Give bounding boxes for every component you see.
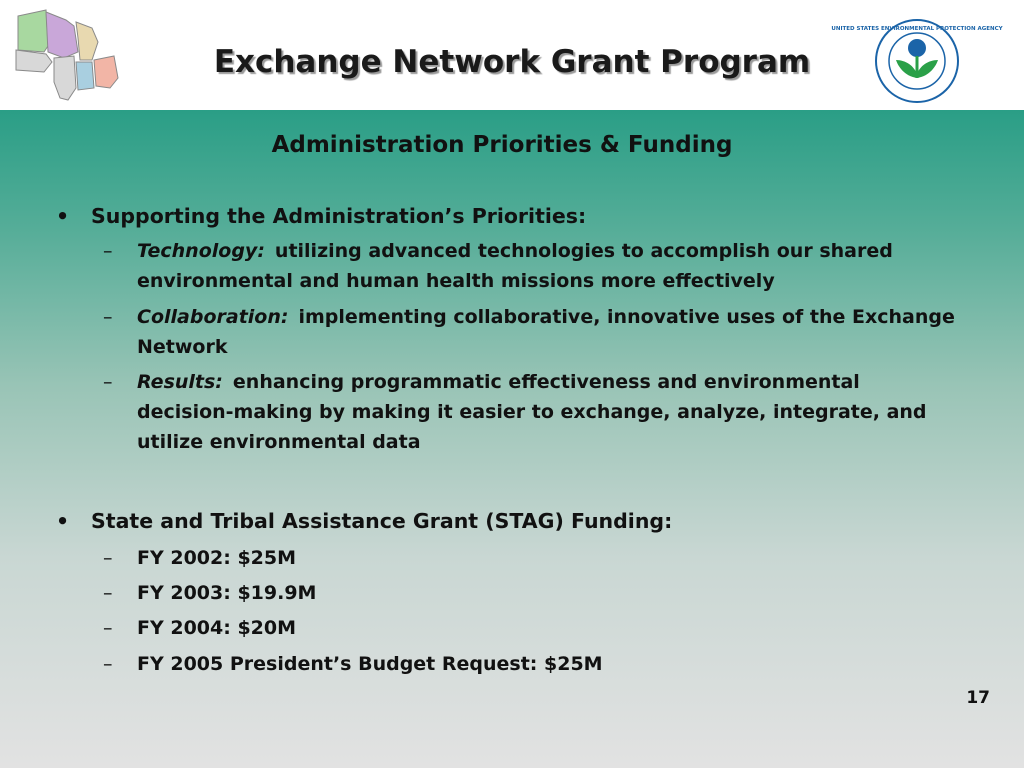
section-heading: State and Tribal Assistance Grant (STAG) Funding: [91,509,673,533]
section-heading: Supporting the Administration’s Priorities: [91,204,587,228]
item-term: Technology: [137,240,265,262]
item-text: FY 2002: $25M [137,547,297,569]
item-text: FY 2005 President’s Budget Request: $25M [137,653,603,675]
dash-marker: – [103,371,113,393]
item-text: implementing collaborative, innovative uses of the Exchange Network [137,306,955,358]
slide-subtitle: Administration Priorities & Funding [271,132,733,158]
dash-marker: – [103,582,113,604]
item-text: enhancing programmatic effectiveness and environmental decision-making by making it easier to exchange, analyze, integrate, and utilize environmental data [137,371,927,453]
epa-seal-icon [831,18,1003,104]
item-text: FY 2004: $20M [137,617,297,639]
bullet-marker: • [56,204,70,228]
item-term: Collaboration: [137,306,289,328]
dash-marker: – [103,547,113,569]
item-text: utilizing advanced technologies to accomplish our shared environmental and human health missions more effectively [137,240,893,292]
item-text: FY 2003: $19.9M [137,582,317,604]
slide-title: Exchange Network Grant Program [213,44,811,80]
svg-text:UNITED STATES ENVIRONMENTAL PR: UNITED STATES ENVIRONMENTAL PROTECTION AGENCY [831,26,1003,32]
slide-header [0,0,1024,110]
dash-marker: – [103,240,113,262]
dash-marker: – [103,306,113,328]
page-number: 17 [966,688,990,708]
dash-marker: – [103,653,113,675]
slide-body [0,110,1024,768]
dash-marker: – [103,617,113,639]
item-term: Results: [137,371,223,393]
bullet-marker: • [56,509,70,533]
